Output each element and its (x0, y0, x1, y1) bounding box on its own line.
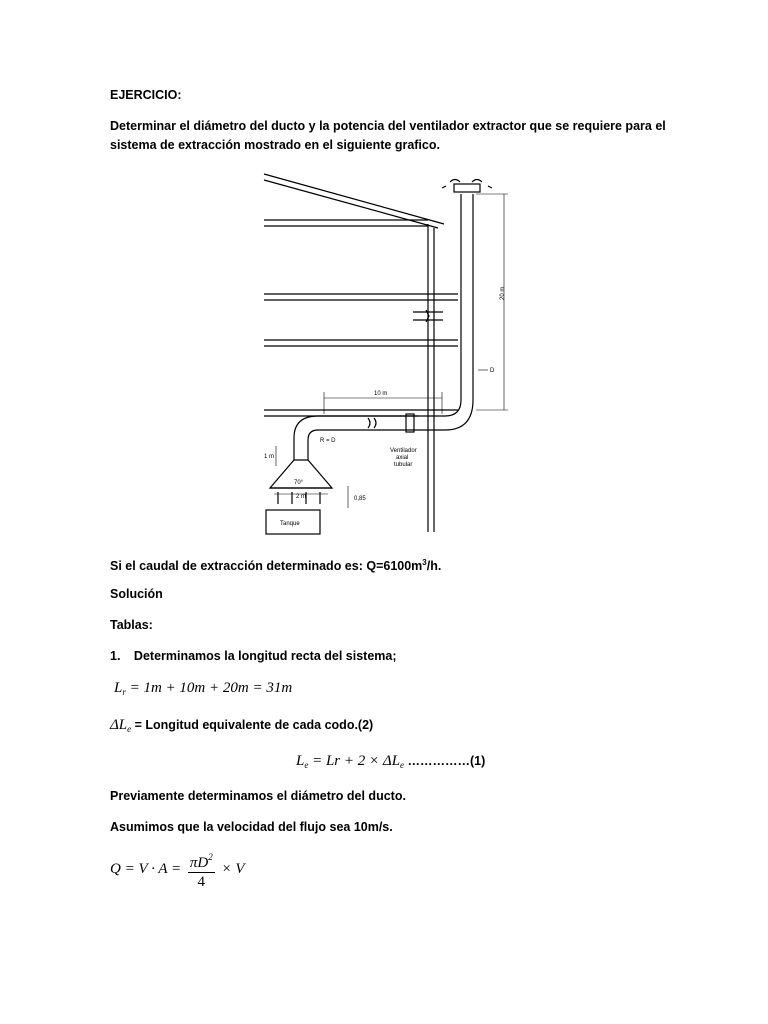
equation-flow-rate: Q = V · A = $\frac{\pi D^2}{4}$ × V (110, 848, 245, 891)
dim-10m: 10 m (374, 391, 388, 397)
label-r-equals-d: R = D (320, 438, 336, 444)
tables-heading: Tablas: (110, 618, 153, 632)
solution-heading: Solución (110, 587, 163, 601)
dim-2m: 2 m (296, 494, 307, 500)
dim-20m: 20 m (500, 286, 506, 300)
equation-straight-length: $L_r = 1m + 10m + 20m = 31m$ (114, 680, 293, 697)
step-1-text: Determinamos la longitud recta del sistema; (133, 649, 397, 663)
intro-line-2: sistema de extracción mostrado en el siguiente grafico. (110, 138, 440, 152)
step-1-number: 1. (110, 649, 121, 663)
equation-equivalent-length: $L_e = Lr + 2 \times \Delta L_e$ ……………(1) (296, 753, 486, 770)
dim-085: 0,85 (354, 496, 366, 502)
asumimos-line: Asumimos que la velocidad del flujo sea 10m/s. (110, 820, 393, 834)
tank-label: Tanque (280, 521, 300, 527)
fraction: $\frac{\pi D^2}{4}$ (188, 848, 215, 891)
fan-label-1: Ventilador (390, 448, 417, 454)
superscript-3: 3 (422, 558, 427, 567)
caudal-line: Si el caudal de extracción determinado es: $Q=6100m^3/h$. (110, 558, 442, 574)
fan-label-2: axial (396, 455, 409, 461)
exercise-heading: EJERCICIO: (110, 88, 182, 102)
extraction-system-diagram (258, 170, 520, 540)
step-1 (110, 648, 397, 664)
dim-d: D (490, 368, 495, 374)
delta-definition: $\Delta L_e$ = Longitud equivalente de cada codo.(2) (110, 717, 374, 734)
intro-line-1: Determinar el diámetro del ducto y la potencia del ventilador extractor que se requiere para el (110, 119, 666, 133)
fan-label-3: tubular (394, 462, 413, 468)
previamente-line: Previamente determinamos el diámetro del ducto. (110, 789, 406, 803)
dim-1m: 1 m (264, 454, 275, 460)
angle-70: 70° (294, 480, 304, 486)
